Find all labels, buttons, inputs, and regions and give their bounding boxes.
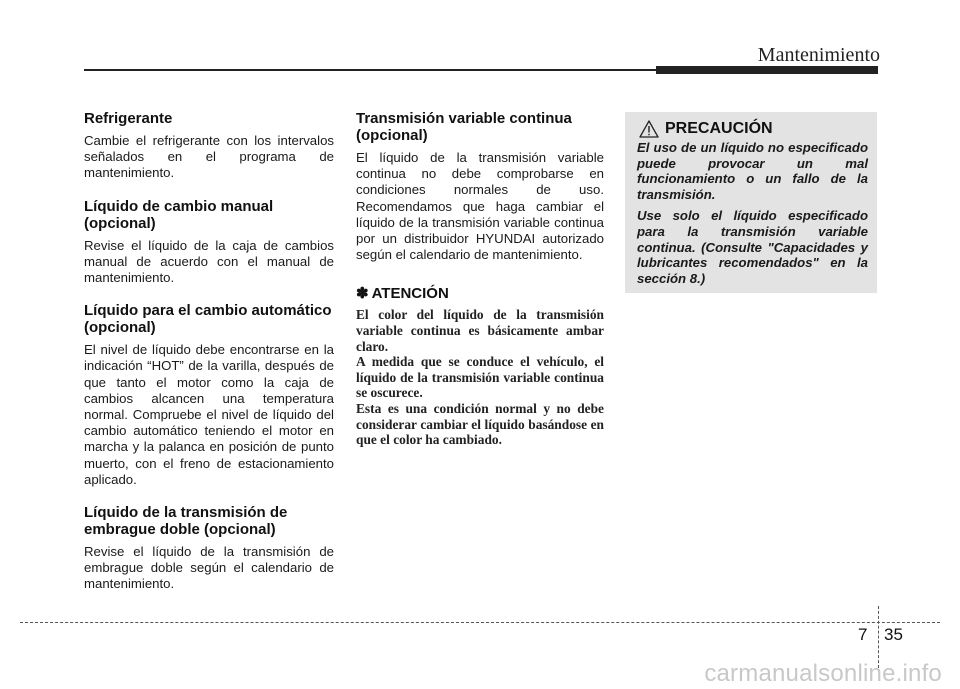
section-body-automatico: El nivel de líquido debe encontrarse en la indicación “HOT” de la varilla, después de que tanto el motor como la caja de cambios alcancen una temperatura normal. Compruebe el nivel de líquido del cambio automático teniendo el motor en marcha y la palanca en posición de punto muerto, con el freno de estacionamiento aplicado. <box>84 342 334 487</box>
caution-title: PRECAUCIÓN <box>665 120 773 137</box>
attention-paragraph: A medida que se conduce el vehículo, el líquido de la transmisión variable continua se oscurece. <box>356 354 604 401</box>
attention-title <box>356 285 604 303</box>
section-heading-embrague-doble: Líquido de la transmisión de embrague doble (opcional) <box>84 504 288 539</box>
attention-star-icon: ✽ <box>356 285 369 303</box>
middle-column <box>356 110 604 448</box>
attention-paragraph: Esta es una condición normal y no debe considerar cambiar el líquido basándose en que el color ha cambiado. <box>356 400 604 448</box>
footer-page-number: 35 <box>884 625 903 644</box>
section-heading-refrigerante: Refrigerante <box>84 110 173 127</box>
caution-header <box>639 120 868 138</box>
header-rule-thin <box>84 69 656 71</box>
section-body-embrague-doble: Revise el líquido de la transmisión de embrague doble según el calendario de mantenimiento. <box>84 544 334 592</box>
page-header-title: Mantenimiento <box>757 44 880 66</box>
section-heading-manual: Líquido de cambio manual (opcional) <box>84 197 274 232</box>
warning-triangle-icon <box>639 120 659 138</box>
caution-box <box>625 112 877 293</box>
attention-title-text: ATENCIÓN <box>371 285 449 303</box>
footer-chapter-number: 7 <box>858 625 868 644</box>
header-rule-thick <box>656 66 878 74</box>
attention-paragraph: El color del líquido de la transmisión variable continua es básicamente ambar claro. <box>356 307 604 354</box>
caution-paragraph: Use solo el líquido especificado para la transmisión variable continua. (Consulte "Capacidades y lubricantes recomendados" en la sección 8.) <box>637 208 868 286</box>
footer-dashed-rule <box>20 622 940 623</box>
caution-paragraph: El uso de un líquido no especificado puede provocar un mal funcionamiento o un fallo de la transmisión. <box>637 140 868 202</box>
left-column <box>84 110 334 609</box>
section-body-manual: Revise el líquido de la caja de cambios manual de acuerdo con el manual de mantenimiento. <box>84 237 334 286</box>
watermark-text: carmanualsonline.info <box>704 660 942 687</box>
section-heading-cvt: Transmisión variable continua (opcional) <box>356 110 572 144</box>
section-body-cvt: El líquido de la transmisión variable continua no debe comprobarse en condiciones normales de uso. Recomendamos que haga cambiar el líquido de la transmisión variable continua por un distribuidor HYUNDAI autorizado según el calendario de mantenimiento. <box>356 150 604 263</box>
footer-dashed-tick <box>878 606 879 668</box>
section-heading-automatico: Líquido para el cambio automático (opcional) <box>84 302 332 337</box>
section-body-refrigerante: Cambie el refrigerante con los intervalos señalados en el programa de mantenimiento. <box>84 133 334 181</box>
